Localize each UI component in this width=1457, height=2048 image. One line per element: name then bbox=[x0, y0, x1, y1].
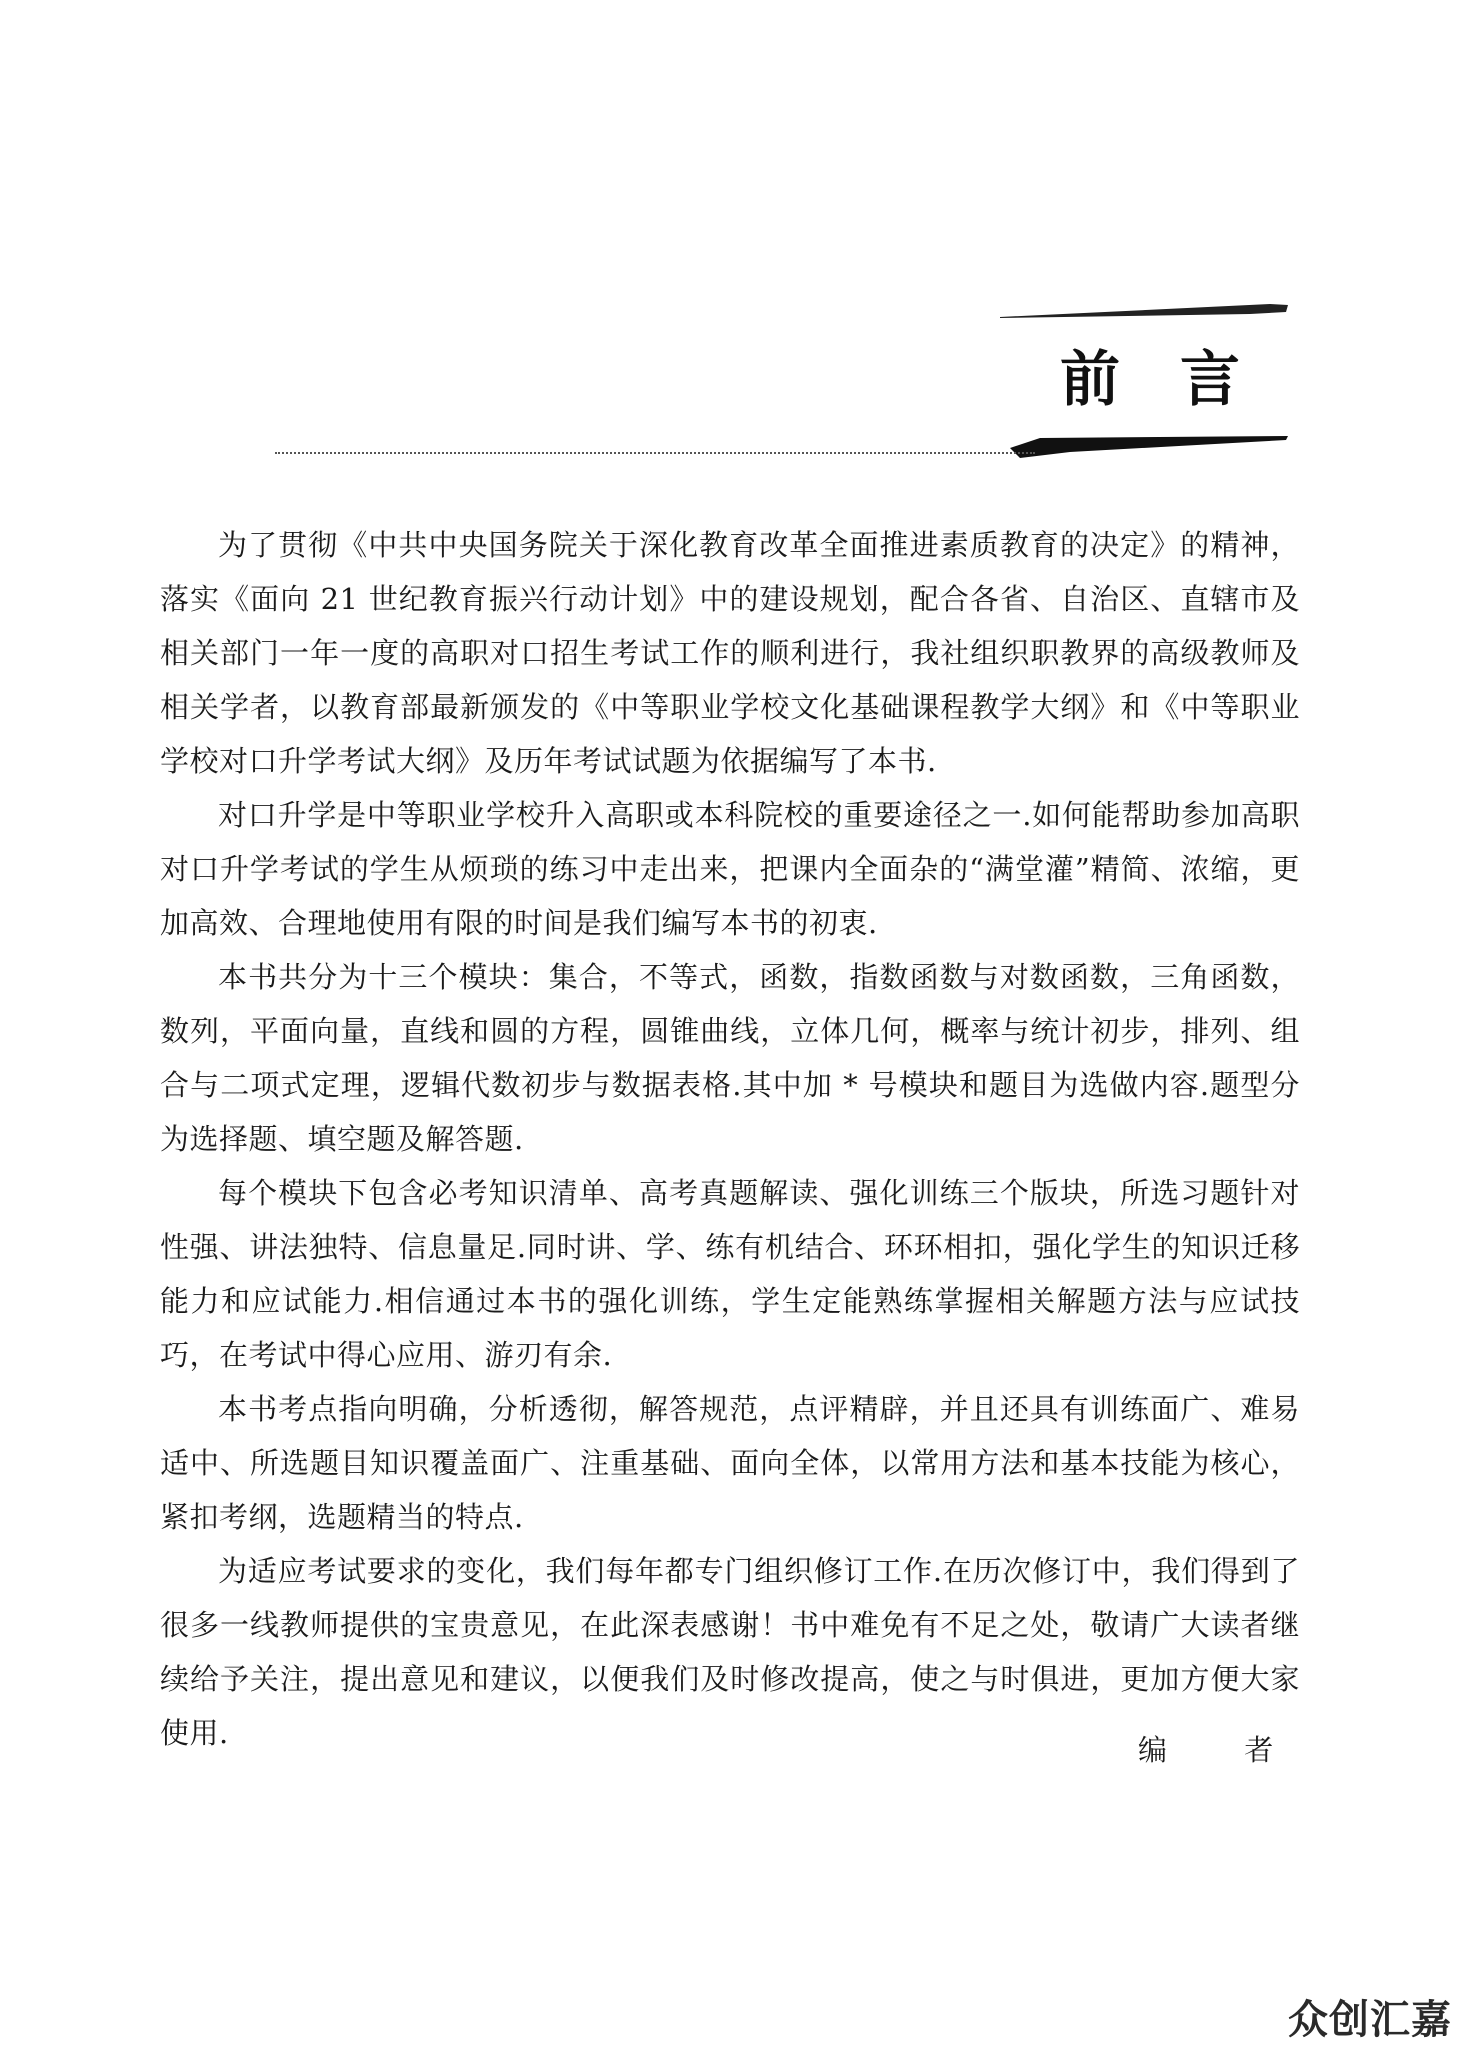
preface-heading: 前言 bbox=[1060, 345, 1300, 415]
heading-top-brush-stroke bbox=[1000, 302, 1290, 318]
paragraph-4: 每个模块下包含必考知识清单、高考真题解读、强化训练三个版块，所选习题针对性强、讲法独特、信息量足.同时讲、学、练有机结合、环环相扣，强化学生的知识迁移能力和应试能力.相信通过本书的强化训练，学生定能熟练掌握相关解题方法与应试技巧，在考试中得心应用、游刃有余. bbox=[160, 1176, 1300, 1372]
paragraph-3: 本书共分为十三个模块：集合，不等式，函数，指数函数与对数函数，三角函数，数列，平面向量，直线和圆的方程，圆锥曲线，立体几何，概率与统计初步，排列、组合与二项式定理，逻辑代数初步与数据表格.其中加 * 号模块和题目为选做内容.题型分为选择题、填空题及解答题. bbox=[160, 960, 1300, 1156]
paragraph-6: 为适应考试要求的变化，我们每年都专门组织修订工作.在历次修订中，我们得到了很多一线教师提供的宝贵意见，在此深表感谢！书中难免有不足之处，敬请广大读者继续给予关注，提出意见和建议，以便我们及时修改提高，使之与时俱进，更加方便大家使用. bbox=[160, 1554, 1300, 1750]
paragraph-1: 为了贯彻《中共中央国务院关于深化教育改革全面推进素质教育的决定》的精神，落实《面向 21 世纪教育振兴行动计划》中的建设规划，配合各省、自治区、直辖市及相关部门一年一度的高职对口招生考试工作的顺利进行，我社组织职教界的高级教师及相关学者，以教育部最新颁发的《中等职业学校文化基础课程教学大纲》和《中等职业学校对口升学考试大纲》及历年考试试题为依据编写了本书. bbox=[160, 528, 1300, 778]
paragraph-5: 本书考点指向明确，分析透彻，解答规范，点评精辟，并且还具有训练面广、难易适中、所选题目知识覆盖面广、注重基础、面向全体，以常用方法和基本技能为核心，紧扣考纲，选题精当的特点. bbox=[160, 1392, 1300, 1534]
preface-body bbox=[160, 518, 1300, 1760]
author-signature: 编 者 bbox=[1138, 1733, 1308, 1767]
heading-dotted-rule bbox=[275, 452, 1035, 454]
watermark-logo: 众创汇嘉 bbox=[1288, 1997, 1452, 2043]
heading-bottom-brush-stroke bbox=[1010, 436, 1290, 458]
paragraph-2: 对口升学是中等职业学校升入高职或本科院校的重要途径之一.如何能帮助参加高职对口升学考试的学生从烦琐的练习中走出来，把课内全面杂的“满堂灌”精简、浓缩，更加高效、合理地使用有限的时间是我们编写本书的初衷. bbox=[160, 798, 1300, 940]
